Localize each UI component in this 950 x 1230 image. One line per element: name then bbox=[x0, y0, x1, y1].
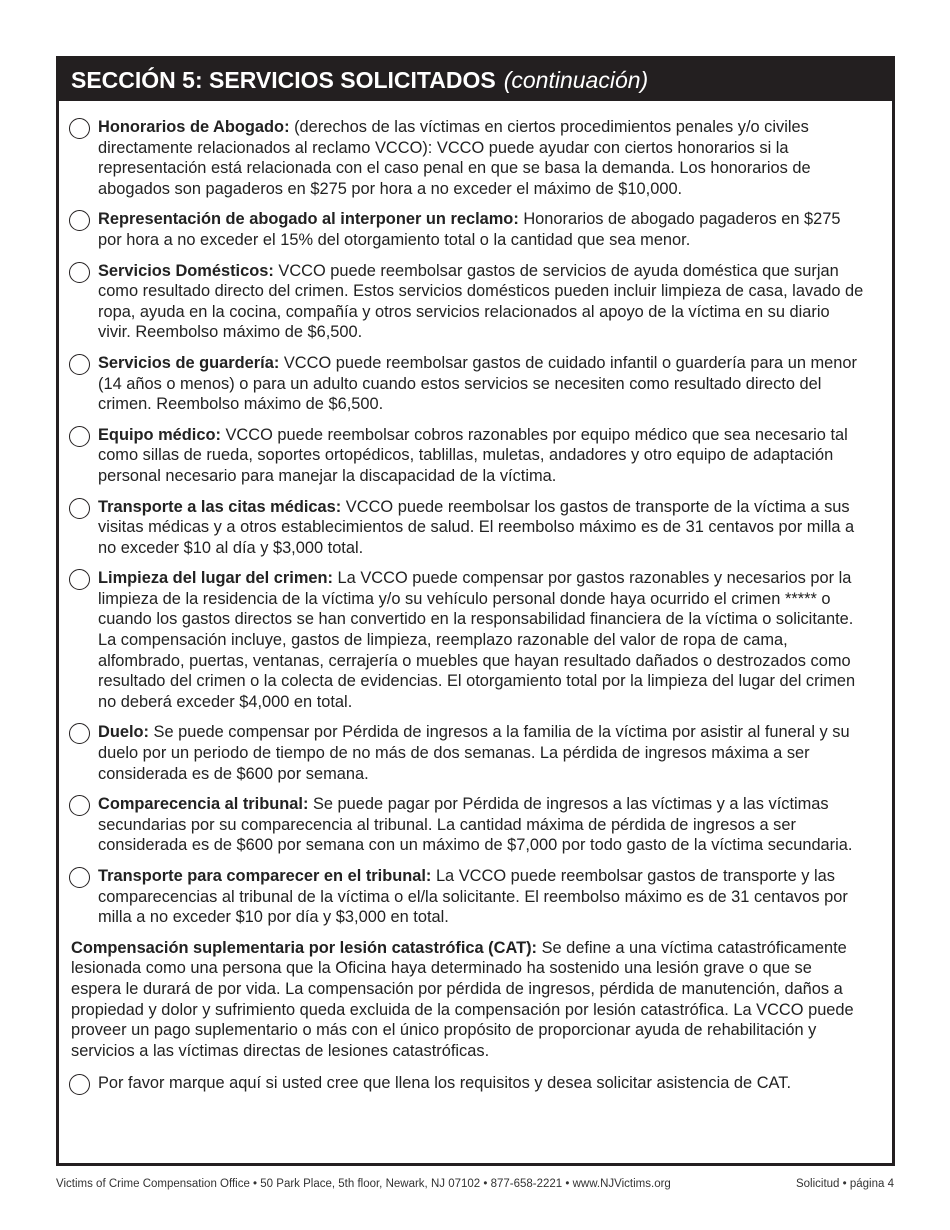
service-label: Servicios de guardería: bbox=[98, 353, 280, 372]
radio-court-appearance[interactable] bbox=[69, 795, 90, 816]
service-text bbox=[98, 117, 864, 199]
service-medical-transport bbox=[69, 497, 864, 559]
service-text bbox=[98, 497, 864, 559]
radio-daycare[interactable] bbox=[69, 354, 90, 375]
section-header bbox=[59, 59, 892, 101]
section-title: SECCIÓN 5: SERVICIOS SOLICITADOS bbox=[71, 66, 496, 93]
radio-medical-equipment[interactable] bbox=[69, 426, 90, 447]
service-text bbox=[98, 794, 864, 856]
service-text bbox=[98, 261, 864, 343]
cat-request-option bbox=[69, 1073, 864, 1095]
service-bereavement bbox=[69, 722, 864, 784]
footer-contact: Victims of Crime Compensation Office • 50 Park Place, 5th floor, Newark, NJ 07102 • 877-658-2221 • www.NJVictims.org bbox=[56, 1178, 671, 1190]
cat-paragraph bbox=[71, 938, 864, 1062]
service-label: Honorarios de Abogado: bbox=[98, 118, 290, 136]
service-label: Limpieza del lugar del crimen: bbox=[98, 569, 333, 588]
service-label: Comparecencia al tribunal: bbox=[98, 795, 309, 814]
service-claim-representation bbox=[69, 209, 864, 250]
cat-label: Compensación suplementaria por lesión catastrófica (CAT): bbox=[71, 938, 538, 957]
service-label: Duelo: bbox=[98, 723, 149, 742]
service-text bbox=[98, 568, 864, 712]
service-description: (derechos de las víctimas en ciertos procedimientos penales y/o civiles directamente relacionados al reclamo VCCO): VCCO puede ayudar con ciertos honorarios si la representación está relacionada con el caso penal en que se basa la demanda. Los honorarios de abogados son pagaderos en $275 por hora a no exceder el máximo de $10,000. bbox=[98, 118, 811, 198]
service-attorney-fees bbox=[69, 117, 864, 199]
service-label: Representación de abogado al interponer un reclamo: bbox=[98, 210, 519, 229]
cat-request-text: Por favor marque aquí si usted cree que llena los requisitos y desea solicitar asistencia de CAT. bbox=[98, 1074, 792, 1093]
service-text bbox=[98, 353, 864, 415]
service-daycare bbox=[69, 353, 864, 415]
service-description: La VCCO puede compensar por gastos razonables y necesarios por la limpieza de la residencia de la víctima y/o su vehículo personal donde haya ocurrido el crimen ***** o cuando los gastos directos se han convertido en la responsabilidad financiera de la víctima o solicitante. La compensación incluye, gastos de limpieza, reemplazo razonable del valor de ropa de cama, alfombrado, puertas, ventanas, cerrajería o muebles que hayan resultado dañados o destrozados como resultado del crimen o la colecta de evidencias. El otorgamiento total por la limpieza del lugar del crimen no deberá exceder $4,000 en total. bbox=[98, 569, 856, 711]
service-description: Se puede pagar por Pérdida de ingresos a las víctimas y a las víctimas secundarias por su comparecencia al tribunal. La cantidad máxima de pérdida de ingresos a ser considerada es de $600 por semana con un máximo de $7,000 por todo gasto de la víctima secundaria. bbox=[98, 795, 853, 855]
service-description: La VCCO puede reembolsar gastos de transporte y las comparecencias al tribunal de la víctima o el/la solicitante. El reembolso máximo es de 31 centavos por milla a no exceder $10 por día y $3,000 en total. bbox=[98, 867, 848, 927]
service-description: Honorarios de abogado pagaderos en $275 por hora a no exceder el 15% del otorgamiento total o la cantidad que sea menor. bbox=[98, 210, 841, 249]
radio-claim-representation[interactable] bbox=[69, 210, 90, 231]
radio-medical-transport[interactable] bbox=[69, 498, 90, 519]
service-description: Se puede compensar por Pérdida de ingresos a la familia de la víctima por asistir al funeral y su duelo por un periodo de tiempo de no más de dos semanas. La pérdida de ingresos máxima a ser considerada es de $600 por semana. bbox=[98, 723, 850, 783]
services-list bbox=[59, 101, 892, 1095]
service-text bbox=[98, 866, 864, 928]
service-text bbox=[98, 209, 864, 250]
service-label: Servicios Domésticos: bbox=[98, 261, 274, 280]
service-court-appearance bbox=[69, 794, 864, 856]
radio-domestic[interactable] bbox=[69, 262, 90, 283]
service-description: VCCO puede reembolsar los gastos de transporte de la víctima a sus visitas médicas y a otros establecimientos de salud. El reembolso máximo es de 31 centavos por milla a no exceder $10 al día y $3,000 total. bbox=[98, 497, 855, 557]
service-label: Transporte para comparecer en el tribunal: bbox=[98, 867, 432, 885]
service-medical-equipment bbox=[69, 425, 864, 487]
service-description: VCCO puede reembolsar cobros razonables por equipo médico que sea necesario tal como sillas de rueda, soportes ortopédicos, tablillas, muletas, andadores y otro equipo de adaptación personal necesario para manejar la discapacidad de la víctima. bbox=[98, 425, 848, 485]
section-subtitle: (continuación) bbox=[503, 66, 649, 93]
radio-crime-scene-cleanup[interactable] bbox=[69, 569, 90, 590]
service-description: VCCO puede reembolsar gastos de servicios de ayuda doméstica que surjan como resultado directo del crimen. Estos servicios domésticos pueden incluir limpieza de casa, lavado de ropa, ayuda en la cocina, compañía y otros servicios relacionados al apoyo de la víctima en su diario vivir. Reembolso máximo de $6,500. bbox=[98, 261, 864, 342]
section-frame bbox=[56, 56, 895, 1166]
cat-description: Se define a una víctima catastróficamente lesionada como una persona que la Oficina haya determinado ha sostenido una lesión grave o que se espera le durará de por vida. La compensación por pérdida de ingresos, pérdida de manutención, daños a propiedad y dolor y sufrimiento queda excluida de la compensación por lesión catastrófica. La VCCO puede proveer un pago suplementario o más con el único propósito de proporcionar ayuda de rehabilitación y servicios a las víctimas directas de lesiones catastróficas. bbox=[71, 938, 854, 1060]
service-domestic bbox=[69, 261, 864, 343]
service-text bbox=[98, 722, 864, 784]
radio-cat-request[interactable] bbox=[69, 1074, 90, 1095]
radio-attorney-fees[interactable] bbox=[69, 118, 90, 139]
service-label: Transporte a las citas médicas: bbox=[98, 497, 342, 516]
page-footer bbox=[56, 1178, 894, 1190]
radio-court-transport[interactable] bbox=[69, 867, 90, 888]
radio-bereavement[interactable] bbox=[69, 723, 90, 744]
footer-page-number: Solicitud • página 4 bbox=[795, 1178, 894, 1190]
service-label: Equipo médico: bbox=[98, 425, 221, 444]
service-crime-scene-cleanup bbox=[69, 568, 864, 712]
service-text bbox=[98, 425, 864, 487]
service-court-transport bbox=[69, 866, 864, 928]
service-description: VCCO puede reembolsar gastos de cuidado infantil o guardería para un menor (14 años o menos) o para un adulto cuando estos servicios se necesiten como resultado directo del crimen. Reembolso máximo de $6,500. bbox=[98, 353, 857, 414]
